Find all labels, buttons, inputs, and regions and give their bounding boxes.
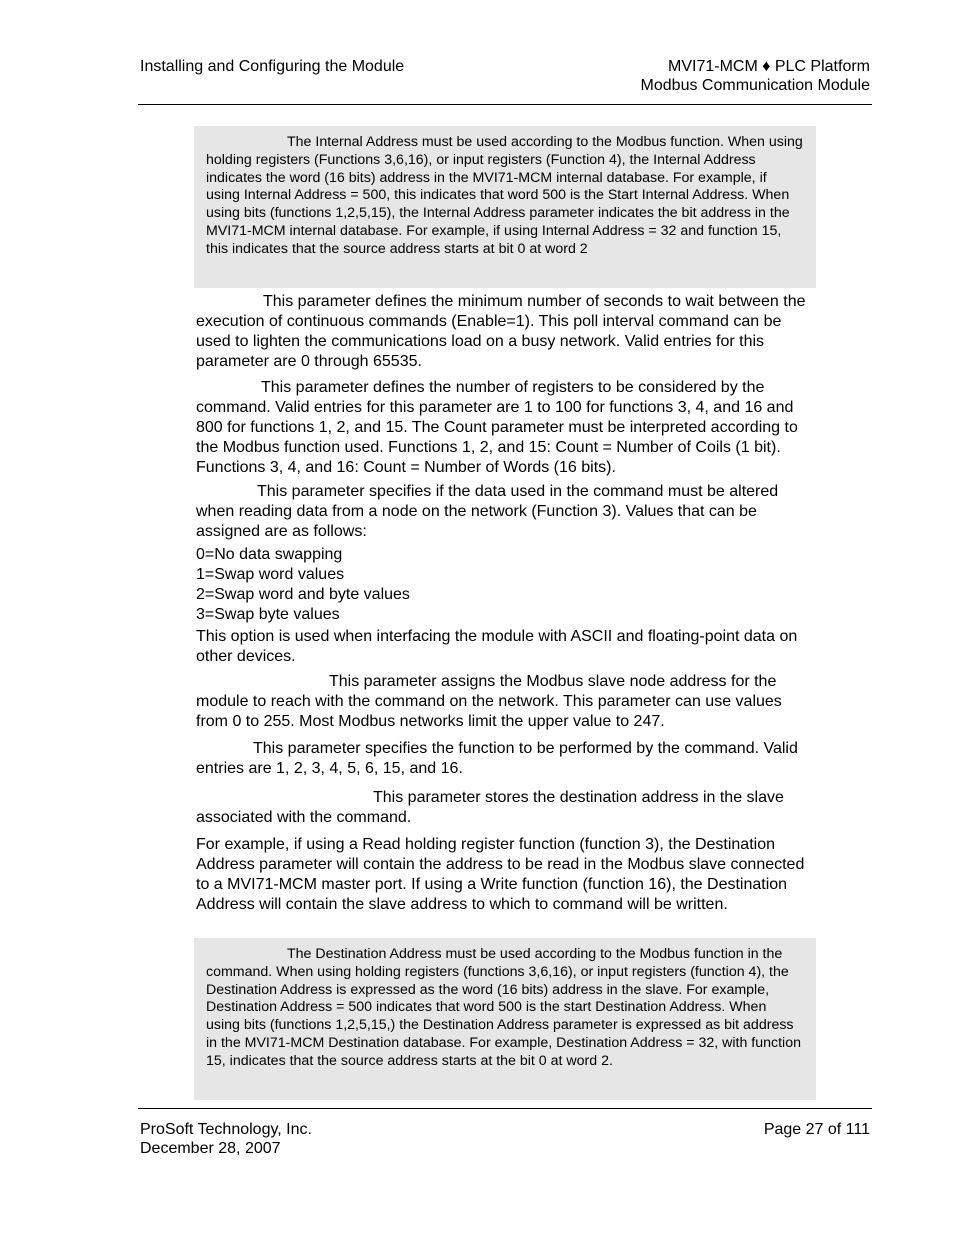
footer-page-number: Page 27 of 111 xyxy=(763,1121,870,1138)
internal-address-note xyxy=(194,126,816,288)
internal-address-note-text: The Internal Address must be used according to the Modbus function. When using holding registers (Functions 3,6,16), or input registers (Function 4), the Internal Address indicates the word (16 bits) address in the MVI71-MCM internal database. For example, if using Internal Address = 500, this indicates that word 500 is the Start Internal Address. When using bits (functions 1,2,5,15), the Internal Address parameter indicates the bit address in the MVI71-MCM internal database. For example, if using Internal Address = 32 and function 15, this indicates that the source address starts at bit 0 at word 2 xyxy=(206,134,803,257)
header-product-sub: Modbus Communication Module xyxy=(640,77,870,94)
function-paragraph: This parameter specifies the function to be performed by the command. Valid entries are 1, 2, 3, 4, 5, 6, 15, and 16. xyxy=(196,740,798,777)
header-product xyxy=(641,57,870,95)
header-product-name: MVI71-MCM ♦ PLC Platform xyxy=(668,58,870,75)
swap-option: 3=Swap byte values xyxy=(196,606,340,623)
destination-paragraph: This parameter stores the destination address in the slave associated with the command. xyxy=(196,789,784,826)
swap-paragraph: This parameter specifies if the data used in the command must be altered when reading data from a node on the network (Function 3). Values that can be assigned are as follows: xyxy=(196,483,779,540)
swap-option: 1=Swap word values xyxy=(196,566,345,583)
header-rule xyxy=(138,104,872,105)
node-address-paragraph: This parameter assigns the Modbus slave node address for the module to reach with the command on the network. This parameter can use values from 0 to 255. Most Modbus networks limit the upper value to 247. xyxy=(196,673,782,730)
count-paragraph: This parameter defines the number of registers to be considered by the command. Valid entries for this parameter are 1 to 100 for functions 3, 4, and 16 and 800 for functions 1, 2, and 15. The Count parameter must be interpreted according to the Modbus function used. Functions 1, 2, and 15: Count = Number of Coils (1 bit). Functions 3, 4, and 16: Count = Number of Words (16 bits). xyxy=(196,379,798,476)
swap-options-list xyxy=(196,545,816,625)
footer-rule xyxy=(138,1108,872,1109)
swap-usage-paragraph: This option is used when interfacing the module with ASCII and floating-point data on other devices. xyxy=(196,628,798,665)
header-section-title: Installing and Configuring the Module xyxy=(140,58,405,75)
swap-option: 0=No data swapping xyxy=(196,546,343,563)
destination-example-paragraph: For example, if using a Read holding register function (function 3), the Destination Address parameter will contain the address to be read in the Modbus slave connected to a MVI71-MCM master port. If using a Write function (function 16), the Destination Address will contain the slave address to which to command will be written. xyxy=(196,836,805,913)
footer-date: December 28, 2007 xyxy=(140,1140,281,1157)
swap-option: 2=Swap word and byte values xyxy=(196,586,410,603)
poll-interval-paragraph: This parameter defines the minimum number of seconds to wait between the execution of continuous commands (Enable=1). This poll interval command can be used to lighten the communications load on a busy network. Valid entries for this parameter are 0 through 65535. xyxy=(196,293,806,370)
footer-company-info xyxy=(140,1120,312,1158)
destination-address-note xyxy=(194,938,816,1100)
destination-address-note-text: The Destination Address must be used according to the Modbus function in the command. When using holding registers (functions 3,6,16), or input registers (function 4), the Destination Address is expressed as the word (16 bits) address in the slave. For example, Destination Address = 500 indicates that word 500 is the start Destination Address. When using bits (functions 1,2,5,15,) the Destination Address parameter is expressed as bit address in the MVI71-MCM Destination database. For example, Destination Address = 32, with function 15, indicates that the source address starts at the bit 0 at word 2. xyxy=(206,946,801,1069)
footer-company: ProSoft Technology, Inc. xyxy=(140,1121,312,1138)
